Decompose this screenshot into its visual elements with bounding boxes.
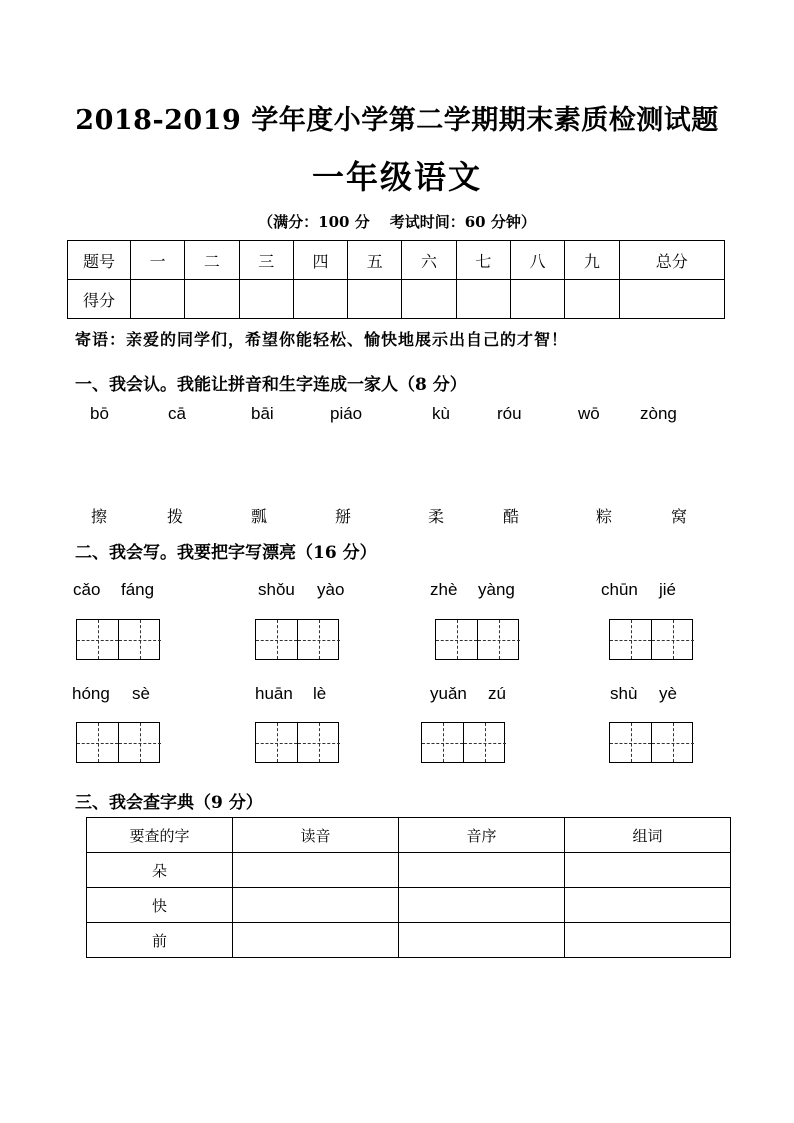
score-header-cell: 五 <box>348 241 402 280</box>
answer-cell[interactable] <box>565 923 731 958</box>
pinyin-item: kù <box>432 404 450 423</box>
answer-cell[interactable] <box>565 888 731 923</box>
column-header: 要查的字 <box>87 818 233 853</box>
word-pinyin: yào <box>317 580 345 599</box>
score-cell <box>293 280 347 319</box>
character-item: 瓢 <box>251 507 268 526</box>
score-cell <box>185 280 239 319</box>
section2-heading: 二、我会写。我要把字写漂亮（16 分） <box>75 543 377 563</box>
word-pinyin: jié <box>659 580 677 599</box>
column-header: 组词 <box>565 818 731 853</box>
grid-cell[interactable] <box>119 620 161 659</box>
lookup-character: 朵 <box>87 853 233 888</box>
word-pinyin: zhè <box>430 580 458 599</box>
writing-grid[interactable] <box>609 619 693 660</box>
exam-time: 考试时间：60 分钟） <box>389 213 536 231</box>
grid-cell[interactable] <box>77 723 119 762</box>
grid-cell[interactable] <box>298 620 340 659</box>
writing-grid[interactable] <box>76 619 160 660</box>
score-cell <box>348 280 402 319</box>
word-pinyin: fáng <box>121 580 155 599</box>
word-pinyin: yàng <box>478 580 515 599</box>
character-item: 掰 <box>335 507 352 526</box>
score-header-cell: 二 <box>185 241 239 280</box>
writing-grid[interactable] <box>421 722 505 763</box>
pinyin-item: wō <box>578 404 600 423</box>
grid-cell[interactable] <box>610 723 652 762</box>
word-pinyin: cǎo <box>73 580 101 599</box>
answer-cell[interactable] <box>399 888 565 923</box>
table-row <box>87 923 731 958</box>
score-header-cell: 四 <box>293 241 347 280</box>
lookup-character: 快 <box>87 888 233 923</box>
word-pinyin: shù <box>610 684 638 703</box>
grid-cell[interactable] <box>256 723 298 762</box>
score-header-cell: 六 <box>402 241 456 280</box>
dictionary-table <box>86 817 731 958</box>
grid-cell[interactable] <box>478 620 520 659</box>
writing-grid[interactable] <box>76 722 160 763</box>
character-item: 酷 <box>503 507 520 526</box>
pinyin-item: róu <box>497 404 522 423</box>
column-header: 读音 <box>233 818 399 853</box>
lookup-character: 前 <box>87 923 233 958</box>
score-cell <box>565 280 619 319</box>
word-pinyin: sè <box>132 684 150 703</box>
pinyin-item: cā <box>168 404 186 423</box>
table-row <box>87 888 731 923</box>
grid-cell[interactable] <box>652 723 694 762</box>
score-header-cell: 七 <box>456 241 510 280</box>
character-item: 窝 <box>671 507 688 526</box>
grid-cell[interactable] <box>610 620 652 659</box>
score-table-score-row <box>68 280 725 319</box>
answer-cell[interactable] <box>565 853 731 888</box>
word-pinyin: chūn <box>601 580 638 599</box>
pinyin-item: bō <box>90 404 109 423</box>
score-cell <box>510 280 564 319</box>
score-cell <box>402 280 456 319</box>
table-row <box>87 853 731 888</box>
pinyin-item: zòng <box>640 404 677 423</box>
section3-heading: 三、我会查字典（9 分） <box>75 793 263 813</box>
exam-subtitle: 一年级语文 <box>311 158 482 196</box>
word-pinyin: shǒu <box>258 580 295 599</box>
writing-grid[interactable] <box>435 619 519 660</box>
score-cell <box>456 280 510 319</box>
score-row-label: 得分 <box>68 280 131 319</box>
word-pinyin: yè <box>659 684 677 703</box>
exam-title: 2018-2019 学年度小学第二学期期末素质检测试题 <box>75 105 719 136</box>
score-cell <box>239 280 293 319</box>
answer-cell[interactable] <box>233 853 399 888</box>
grid-cell[interactable] <box>464 723 506 762</box>
dictionary-header-row <box>87 818 731 853</box>
word-pinyin: hóng <box>72 684 110 703</box>
grid-cell[interactable] <box>256 620 298 659</box>
score-header-cell: 八 <box>510 241 564 280</box>
character-item: 粽 <box>596 507 613 526</box>
answer-cell[interactable] <box>399 923 565 958</box>
answer-cell[interactable] <box>233 888 399 923</box>
writing-grid[interactable] <box>609 722 693 763</box>
pinyin-item: bāi <box>251 404 274 423</box>
exam-info <box>0 211 794 232</box>
score-table-header-row <box>68 241 725 280</box>
word-pinyin: lè <box>313 684 327 703</box>
grid-cell[interactable] <box>436 620 478 659</box>
grid-cell[interactable] <box>422 723 464 762</box>
score-header-cell: 一 <box>131 241 185 280</box>
writing-grid[interactable] <box>255 722 339 763</box>
grid-cell[interactable] <box>77 620 119 659</box>
answer-cell[interactable] <box>233 923 399 958</box>
pinyin-item: piáo <box>330 404 363 423</box>
score-cell <box>619 280 724 319</box>
section1-heading: 一、我会认。我能让拼音和生字连成一家人（8 分） <box>75 375 467 395</box>
character-item: 擦 <box>91 507 108 526</box>
word-pinyin: huān <box>255 684 293 703</box>
full-score: （满分：100 分 <box>258 213 370 231</box>
score-header-cell: 三 <box>239 241 293 280</box>
score-table <box>67 240 725 319</box>
answer-cell[interactable] <box>399 853 565 888</box>
grid-cell[interactable] <box>652 620 694 659</box>
score-header-cell: 总分 <box>619 241 724 280</box>
writing-grid[interactable] <box>255 619 339 660</box>
score-header-cell: 题号 <box>68 241 131 280</box>
grid-cell[interactable] <box>119 723 161 762</box>
score-cell <box>131 280 185 319</box>
score-header-cell: 九 <box>565 241 619 280</box>
grid-cell[interactable] <box>298 723 340 762</box>
word-pinyin: zú <box>488 684 506 703</box>
motto: 寄语：亲爱的同学们，希望你能轻松、愉快地展示出自己的才智！ <box>75 330 569 349</box>
character-item: 拨 <box>167 507 184 526</box>
word-pinyin: yuǎn <box>430 684 467 703</box>
column-header: 音序 <box>399 818 565 853</box>
character-item: 柔 <box>428 507 445 526</box>
